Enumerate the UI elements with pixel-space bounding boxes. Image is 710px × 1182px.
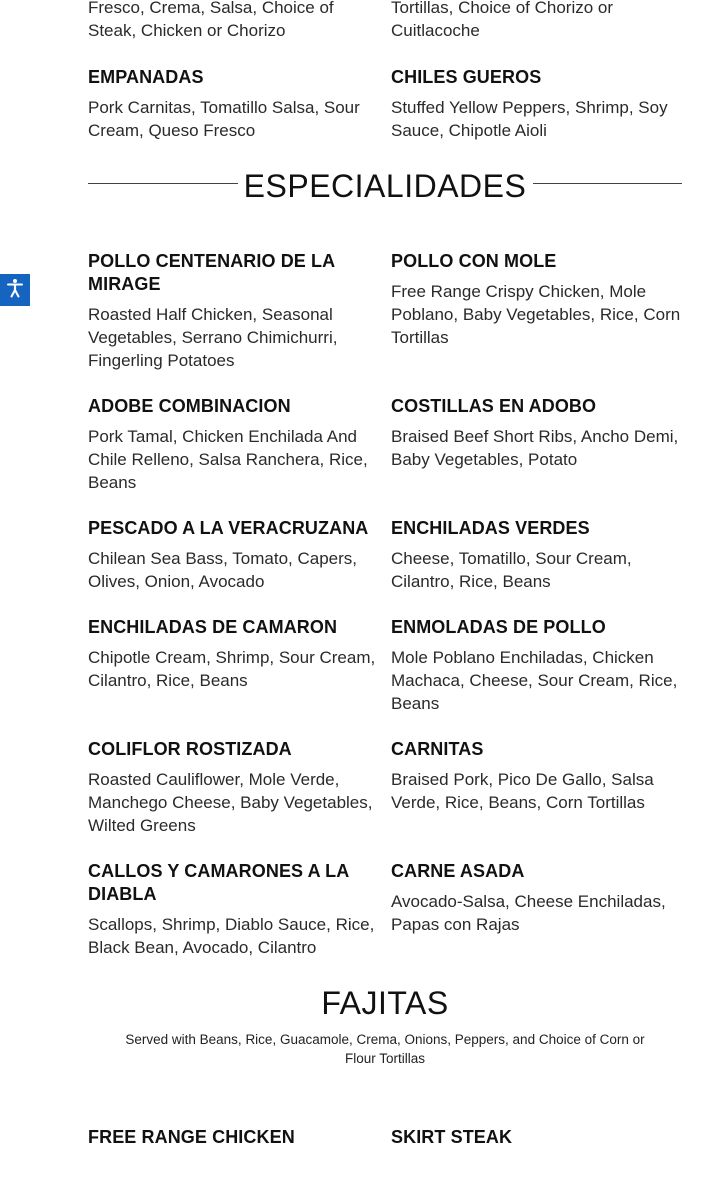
- menu-item-empanadas: [88, 66, 378, 142]
- menu-item: [88, 395, 378, 494]
- section-title-fajitas: FAJITAS: [321, 985, 449, 1021]
- menu-item: [391, 616, 687, 715]
- item-name: POLLO CENTENARIO DE LA MIRAGE: [88, 251, 335, 294]
- menu-item: [391, 395, 687, 471]
- item-name: ENCHILADAS DE CAMARON: [88, 617, 338, 637]
- item-name: CHILES GUEROS: [391, 67, 542, 87]
- item-description: Pork Tamal, Chicken Enchilada And Chile Relleno, Salsa Ranchera, Rice, Beans: [88, 427, 368, 492]
- item-name: POLLO CON MOLE: [391, 251, 557, 271]
- item-name: SKIRT STEAK: [391, 1127, 513, 1147]
- item-description: Mole Poblano Enchiladas, Chicken Machaca, Cheese, Sour Cream, Rice, Beans: [391, 648, 678, 713]
- item-name: CARNE ASADA: [391, 861, 525, 881]
- item-description: Tortillas, Choice of Chorizo or Cuitlacoche: [391, 0, 614, 40]
- item-name: PESCADO A LA VERACRUZANA: [88, 518, 369, 538]
- item-name: COSTILLAS EN ADOBO: [391, 396, 597, 416]
- menu-item: [88, 250, 378, 372]
- menu-item: [391, 517, 687, 593]
- accessibility-button[interactable]: [0, 274, 30, 306]
- item-description: Stuffed Yellow Peppers, Shrimp, Soy Sauce, Chipotle Aioli: [391, 98, 668, 140]
- menu-item-chiles-gueros: [391, 66, 687, 142]
- menu-item-partial-left: [88, 0, 378, 42]
- menu-item: [391, 860, 687, 936]
- item-description: Braised Pork, Pico De Gallo, Salsa Verde, Rice, Beans, Corn Tortillas: [391, 770, 654, 812]
- item-name: ENCHILADAS VERDES: [391, 518, 590, 538]
- item-name: ADOBE COMBINACION: [88, 396, 291, 416]
- menu-item: [88, 860, 378, 959]
- menu-item: [88, 616, 378, 692]
- menu-item: [88, 738, 378, 837]
- item-description: Pork Carnitas, Tomatillo Salsa, Sour Cream, Queso Fresco: [88, 98, 360, 140]
- item-description: Braised Beef Short Ribs, Ancho Demi, Baby Vegetables, Potato: [391, 427, 679, 469]
- item-description: Avocado-Salsa, Cheese Enchiladas, Papas con Rajas: [391, 892, 666, 934]
- item-description: Chilean Sea Bass, Tomato, Capers, Olives, Onion, Avocado: [88, 549, 357, 591]
- item-name: COLIFLOR ROSTIZADA: [88, 739, 292, 759]
- item-name: EMPANADAS: [88, 67, 204, 87]
- item-name: FREE RANGE CHICKEN: [88, 1127, 295, 1147]
- menu-item: [88, 517, 378, 593]
- section-title-especialidades: ESPECIALIDADES: [243, 168, 527, 204]
- item-description: Scallops, Shrimp, Diablo Sauce, Rice, Black Bean, Avocado, Cilantro: [88, 915, 375, 957]
- menu-item-partial-right: [391, 0, 687, 42]
- menu-item: [88, 1126, 378, 1149]
- item-name: CALLOS Y CAMARONES A LA DIABLA: [88, 861, 349, 904]
- item-description: Chipotle Cream, Shrimp, Sour Cream, Cilantro, Rice, Beans: [88, 648, 376, 690]
- divider-right: [533, 183, 682, 184]
- accessibility-icon: [6, 278, 24, 303]
- item-description: Roasted Half Chicken, Seasonal Vegetables, Serrano Chimichurri, Fingerling Potatoes: [88, 305, 338, 370]
- item-name: CARNITAS: [391, 739, 484, 759]
- fajitas-note: Served with Beans, Rice, Guacamole, Crema, Onions, Peppers, and Choice of Corn or Flour Tortillas: [125, 1032, 645, 1066]
- item-name: ENMOLADAS DE POLLO: [391, 617, 606, 637]
- menu-item: [391, 738, 687, 814]
- menu-item: [391, 1126, 687, 1149]
- item-description: Fresco, Crema, Salsa, Choice of Steak, Chicken or Chorizo: [88, 0, 334, 40]
- item-description: Free Range Crispy Chicken, Mole Poblano, Baby Vegetables, Rice, Corn Tortillas: [391, 282, 681, 347]
- menu-item: [391, 250, 687, 349]
- item-description: Cheese, Tomatillo, Sour Cream, Cilantro, Rice, Beans: [391, 549, 632, 591]
- item-description: Roasted Cauliflower, Mole Verde, Manchego Cheese, Baby Vegetables, Wilted Greens: [88, 770, 373, 835]
